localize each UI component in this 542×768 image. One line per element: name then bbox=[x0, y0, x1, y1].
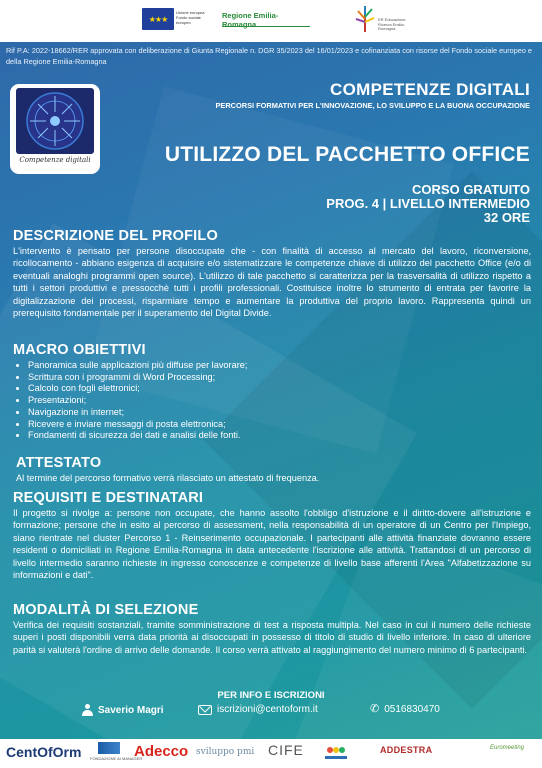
formapro-logo-icon bbox=[322, 744, 350, 762]
eu-flag-icon: ★★★ bbox=[142, 8, 174, 30]
regione-logo: Regione Emilia-Romagna bbox=[222, 14, 310, 27]
euromeeting-logo: Euromeeting bbox=[490, 745, 525, 751]
subtitle: PERCORSI FORMATIVI PER L'INNOVAZIONE, LO SVILUPPO E LA BUONA OCCUPAZIONE bbox=[215, 101, 530, 110]
badge-caption: Competenze digitali bbox=[19, 156, 91, 164]
selezione-text: Verifica dei requisiti sostanziali, tramite somministrazione di test a risposta multipla. Nel caso in cui il numero delle richieste superi i posti disponibili verrà data priorità ai disoccupati in possesso di titolo di studio di livello inferiore. In caso di ulteriore parità si valuterà l'ordine di arrivo delle domande. Il corso verrà attivato al raggiungimento del numero minimo di 6 partecipanti. bbox=[13, 620, 531, 655]
list-item: • Ricevere e inviare messaggi di posta elettronica; bbox=[28, 419, 528, 431]
attestato-heading: ATTESTATO bbox=[16, 455, 102, 471]
circuit-globe-icon bbox=[16, 88, 94, 154]
centoform-logo: CentOfOrm bbox=[6, 744, 82, 760]
phone-icon: ✆ bbox=[370, 703, 380, 715]
list-item: • Presentazioni; bbox=[28, 395, 528, 407]
adecco-logo: Adecco bbox=[134, 743, 189, 760]
list-item: • Fondamenti di sicurezza dei dati e analisi delle fonti. bbox=[28, 430, 528, 442]
contact-phone[interactable] bbox=[370, 704, 440, 715]
contact-email[interactable] bbox=[198, 704, 318, 715]
contacts-title: PER INFO E ISCRIZIONI bbox=[217, 690, 325, 701]
requisiti-text: Il progetto si rivolge a: persone non occupate, che hanno assolto l'obbligo d'istruzione e il diritto-dovere all'istruzione e formazione; persone che in esito al percorso di assessment, nella responsabilità di un operatore di un Centro per l'Impiego, siano rientrate nel cluster Percorso 1 - Reinserimento occupazionale. I partecipanti alle attività finanziate dovranno essere residenti o domiciliati in Regione Emilia-Romagna in data antecedente l'iscrizione alle attività. Trattandosi di un percorso di livello intermedio saranno richieste in ingresso conoscenze e competenze di livello base afferenti l'Area "Alfabetizzazione su informazioni e dati". bbox=[13, 508, 531, 581]
fondazione-logo-icon bbox=[98, 742, 120, 754]
mail-icon bbox=[198, 705, 212, 715]
fondazione-logo-text: FONDAZIONE AI MANAGER bbox=[90, 756, 143, 761]
profile-heading: DESCRIZIONE DEL PROFILO bbox=[13, 228, 218, 244]
main-title: COMPETENZE DIGITALI bbox=[330, 80, 530, 99]
cife-logo: CIFE bbox=[268, 742, 304, 758]
free-course-label: CORSO GRATUITO bbox=[412, 182, 530, 197]
list-item: • Navigazione in internet; bbox=[28, 407, 528, 419]
requisiti-heading: REQUISITI E DESTINATARI bbox=[13, 490, 204, 506]
partner-logo-bar bbox=[0, 739, 542, 768]
eu-logo-text: Unione europea Fondo sociale europeo bbox=[176, 10, 205, 25]
attestato-text: Al termine del percorso formativo verrà rilasciato un attestato di frequenza. bbox=[16, 473, 320, 483]
er-logo-text: ER Educazione Ricerca Emilia-Romagna bbox=[378, 17, 406, 31]
addestra-logo: ADDESTRA bbox=[380, 745, 433, 755]
contact-name bbox=[82, 704, 164, 716]
course-hours: 32 ORE bbox=[483, 210, 530, 225]
course-title: UTILIZZO DEL PACCHETTO OFFICE bbox=[164, 143, 530, 166]
tree-logo-icon bbox=[354, 5, 376, 33]
list-item: • Calcolo con fogli elettronici; bbox=[28, 383, 528, 395]
objectives-list bbox=[14, 360, 528, 442]
program-level: PROG. 4 | LIVELLO INTERMEDIO bbox=[326, 196, 530, 211]
objectives-heading: MACRO OBIETTIVI bbox=[13, 342, 146, 358]
logo-bar bbox=[0, 0, 542, 42]
contact-name-text: Saverio Magri bbox=[98, 704, 164, 716]
list-item: • Scrittura con i programmi di Word Processing; bbox=[28, 372, 528, 384]
contact-email-text[interactable]: iscrizioni@centoform.it bbox=[217, 704, 318, 715]
selezione-heading: MODALITÀ DI SELEZIONE bbox=[13, 602, 199, 618]
contact-phone-text[interactable]: 0516830470 bbox=[384, 704, 440, 715]
course-info bbox=[250, 183, 530, 225]
rif-pa-text: Rif P.A: 2022-18662/RER approvata con deliberazione di Giunta Regionale n. DGR 35/2023 del 16/01/2023 e cofinanziata con risorse del Fondo sociale europeo e della Regione Emilia-Romagna bbox=[6, 46, 532, 66]
profile-text: L'intervento è pensato per persone disoccupate che - con finalità di accesso al mercato del lavoro, riconversione, ricollocamento - abbiano esigenza di acquisire e/o sistematizzare le competenze chiave di utilizzo del pacchetto Office (e/o di eventuali analoghi programmi open source). L'utilizzo di tale pacchetto si caratterizza per la trasversalità di utilizzo rispetto a tutti i settori produttivi e pressocchè tutti i profili professionali. Costituisce inoltre lo strumento di entrata per favorire la digitalizzazione dei processi, risparmiare tempo e aumentare la produttiva del proprio lavoro. Rappresenta quindi un prerequisito fondamentale per il superamento del Digital Divide. bbox=[13, 246, 531, 319]
course-badge bbox=[10, 84, 100, 174]
list-item: • Panoramica sulle applicazioni più diffuse per lavorare; bbox=[28, 360, 528, 372]
sviluppo-pmi-logo: sviluppo pmi bbox=[196, 747, 255, 757]
user-icon bbox=[82, 704, 93, 716]
